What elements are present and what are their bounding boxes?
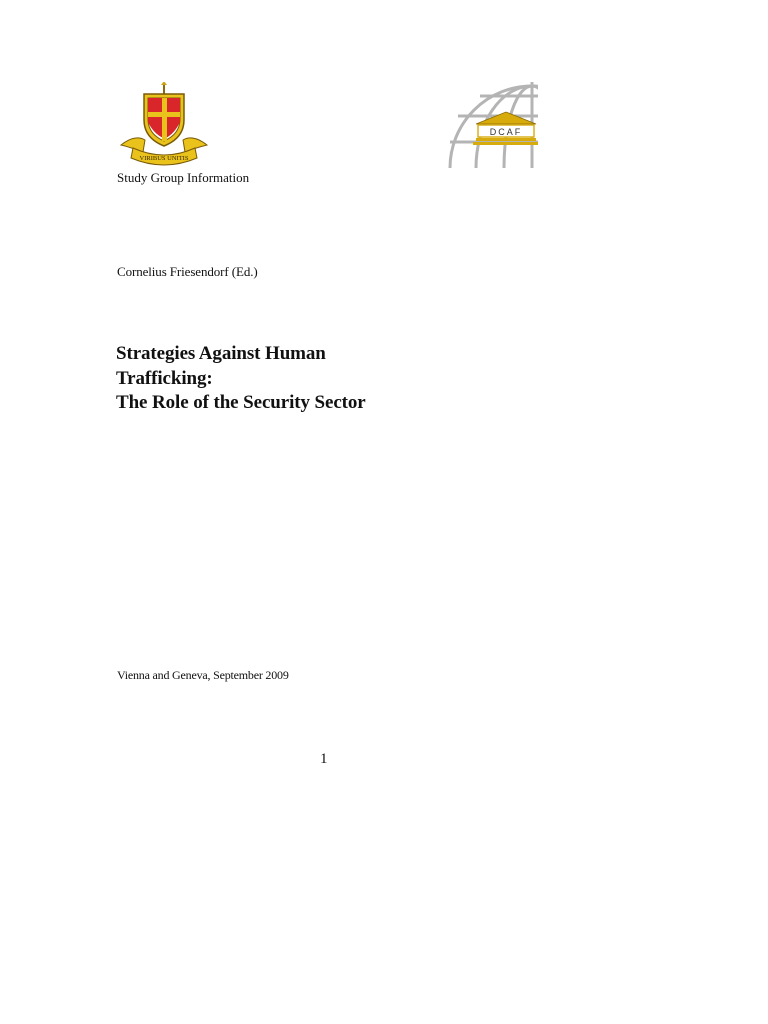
title-line-3: The Role of the Security Sector [116, 392, 366, 413]
study-group-label: Study Group Information [117, 170, 250, 185]
document-title [116, 342, 446, 416]
page-number: 1 [320, 751, 328, 767]
svg-text:DCAF: DCAF [489, 127, 523, 137]
editor-name: Cornelius Friesendorf (Ed.) [117, 264, 258, 279]
svg-text:VIRIBUS UNITIS: VIRIBUS UNITIS [139, 155, 189, 162]
dcaf-logo [446, 82, 538, 168]
title-line-1: Strategies Against Human [116, 343, 326, 364]
crest-logo [115, 82, 213, 167]
place-date: Vienna and Geneva, September 2009 [117, 668, 289, 682]
title-line-2: Trafficking: [116, 367, 213, 389]
